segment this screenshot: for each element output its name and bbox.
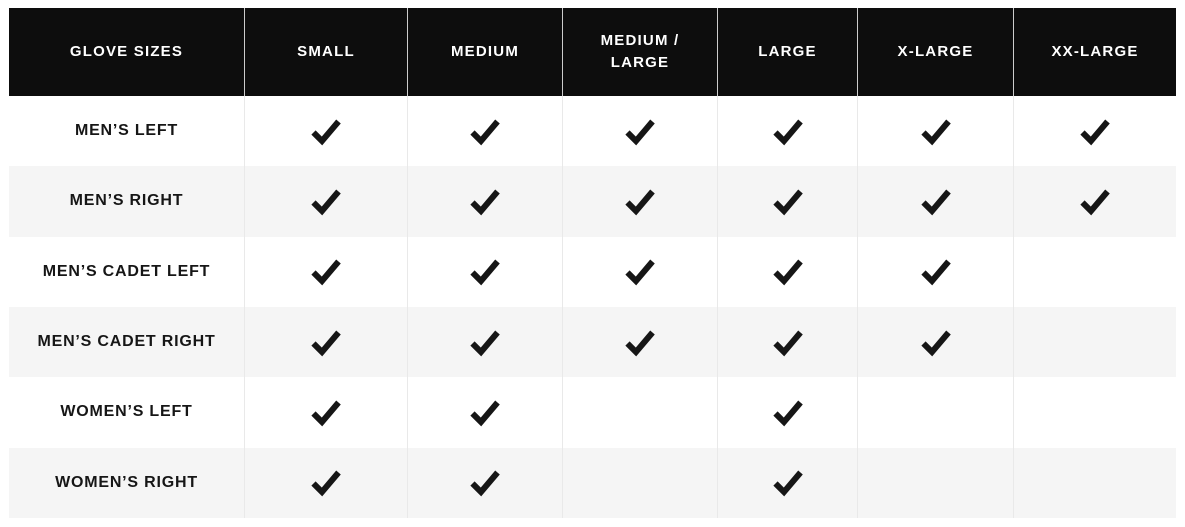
checkmark-icon	[1078, 187, 1112, 216]
row-label: MEN’S CADET LEFT	[42, 262, 211, 280]
checkmark-icon	[468, 398, 502, 427]
availability-cell-empty	[857, 448, 1013, 518]
checkmark-icon	[919, 257, 953, 286]
checkmark-icon	[468, 117, 502, 146]
availability-cell-checked	[857, 237, 1013, 307]
availability-cell-checked	[717, 237, 857, 307]
availability-cell-checked	[244, 96, 407, 166]
row-label: MEN’S RIGHT	[69, 192, 184, 210]
availability-cell-checked	[407, 448, 562, 518]
table-row	[9, 448, 1176, 518]
table-row	[9, 96, 1176, 166]
availability-cell-checked	[717, 448, 857, 518]
checkmark-icon	[309, 117, 343, 146]
checkmark-icon	[919, 328, 953, 357]
availability-cell-checked	[717, 307, 857, 377]
table-body	[9, 96, 1176, 518]
header-cell-label: X-LARGE	[897, 43, 974, 61]
checkmark-icon	[623, 117, 657, 146]
header-cell-medium-large	[562, 8, 717, 96]
checkmark-icon	[309, 468, 343, 497]
table-row	[9, 237, 1176, 307]
checkmark-icon	[771, 398, 805, 427]
checkmark-icon	[919, 117, 953, 146]
table-title: GLOVE SIZES	[69, 43, 184, 61]
checkmark-icon	[309, 398, 343, 427]
availability-cell-checked	[407, 307, 562, 377]
table-row	[9, 307, 1176, 377]
row-label-cell	[9, 448, 244, 518]
availability-cell-checked	[244, 377, 407, 447]
header-cell-small	[244, 8, 407, 96]
glove-size-chart	[9, 8, 1176, 518]
header-cell-glove-sizes	[9, 8, 244, 96]
availability-cell-empty	[1013, 377, 1176, 447]
checkmark-icon	[919, 187, 953, 216]
availability-cell-checked	[407, 237, 562, 307]
row-label: MEN’S CADET RIGHT	[37, 333, 216, 351]
availability-cell-checked	[857, 96, 1013, 166]
checkmark-icon	[623, 257, 657, 286]
availability-cell-checked	[562, 237, 717, 307]
availability-cell-checked	[244, 307, 407, 377]
checkmark-icon	[468, 468, 502, 497]
availability-cell-checked	[244, 448, 407, 518]
availability-cell-empty	[562, 448, 717, 518]
header-cell-xx-large	[1013, 8, 1176, 96]
checkmark-icon	[468, 328, 502, 357]
header-cell-label: LARGE	[758, 43, 817, 61]
availability-cell-empty	[1013, 307, 1176, 377]
checkmark-icon	[771, 187, 805, 216]
checkmark-icon	[771, 257, 805, 286]
header-cell-label: MEDIUM	[450, 43, 520, 61]
checkmark-icon	[1078, 117, 1112, 146]
availability-cell-checked	[717, 166, 857, 236]
table-row	[9, 166, 1176, 236]
header-cell-label: MEDIUM / LARGE	[600, 32, 680, 71]
availability-cell-checked	[562, 96, 717, 166]
checkmark-icon	[309, 328, 343, 357]
availability-cell-checked	[407, 166, 562, 236]
availability-cell-checked	[1013, 96, 1176, 166]
availability-cell-empty	[1013, 237, 1176, 307]
header-cell-x-large	[857, 8, 1013, 96]
row-label-cell	[9, 96, 244, 166]
availability-cell-empty	[562, 377, 717, 447]
checkmark-icon	[309, 187, 343, 216]
header-cell-label: SMALL	[297, 43, 355, 61]
row-label: WOMEN’S RIGHT	[55, 473, 198, 491]
checkmark-icon	[771, 468, 805, 497]
row-label: MEN’S LEFT	[74, 122, 179, 140]
header-cell-medium	[407, 8, 562, 96]
availability-cell-checked	[717, 377, 857, 447]
availability-cell-checked	[407, 96, 562, 166]
header-cell-large	[717, 8, 857, 96]
row-label-cell	[9, 166, 244, 236]
checkmark-icon	[623, 187, 657, 216]
checkmark-icon	[771, 328, 805, 357]
header-cell-label: XX-LARGE	[1051, 43, 1139, 61]
checkmark-icon	[468, 257, 502, 286]
availability-cell-empty	[1013, 448, 1176, 518]
row-label-cell	[9, 307, 244, 377]
availability-cell-checked	[857, 307, 1013, 377]
row-label: WOMEN’S LEFT	[60, 403, 193, 421]
availability-cell-checked	[562, 166, 717, 236]
table-header-row	[9, 8, 1176, 96]
table-row	[9, 377, 1176, 447]
availability-cell-checked	[244, 166, 407, 236]
availability-cell-checked	[244, 237, 407, 307]
row-label-cell	[9, 237, 244, 307]
availability-cell-checked	[717, 96, 857, 166]
checkmark-icon	[309, 257, 343, 286]
availability-cell-empty	[857, 377, 1013, 447]
availability-cell-checked	[1013, 166, 1176, 236]
checkmark-icon	[771, 117, 805, 146]
checkmark-icon	[468, 187, 502, 216]
availability-cell-checked	[857, 166, 1013, 236]
checkmark-icon	[623, 328, 657, 357]
availability-cell-checked	[562, 307, 717, 377]
row-label-cell	[9, 377, 244, 447]
availability-cell-checked	[407, 377, 562, 447]
